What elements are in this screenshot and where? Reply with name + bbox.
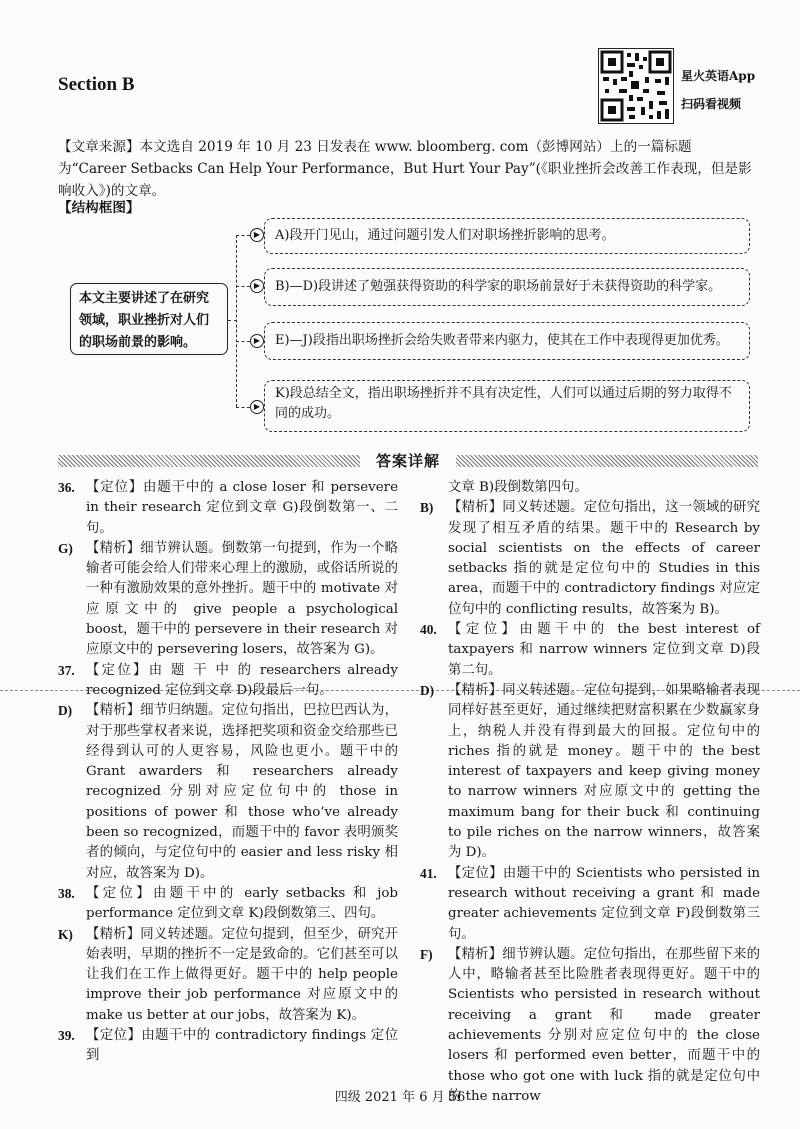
app-promo xyxy=(681,62,761,118)
page-footer: 四级 2021 年 6 月 56 xyxy=(334,1090,466,1105)
structure-connector xyxy=(236,235,237,407)
item-text: 【精析】同义转述题。定位句提到，但至少，研究开始表明，早期的挫折不一定是致命的。它们甚至可以让我们在工作上做得更好。题干中的 help people improve their job performance 对应原文中的 make us better at our jobs，故答案为 K)。 xyxy=(86,926,398,1023)
connector-3 xyxy=(236,341,250,342)
arrow-icon: ▶ xyxy=(250,228,264,242)
item-label: K) xyxy=(58,926,73,942)
item-text: 【定位】由题干中的 early setbacks 和 job performance 定位到文章 K)段倒数第三、四句。 xyxy=(86,885,398,922)
item-text: 【精析】细节归纳题。定位句指出，巴拉巴西认为，对于那些掌权者来说，选择把奖项和资金交给那些已经得到认可的人更容易，风险也更小。题干中的 Grant awarders 和 researchers already recognized 分别对应定位句中的 those in positions of power 和 those who’ve already been so recognized，而题干中的 favor 表明颁奖者的倾向，与定位句中的 easier and less risky 相对应，故答案为 D)。 xyxy=(86,703,398,881)
item-label: D) xyxy=(420,682,435,698)
connector-2 xyxy=(236,286,250,287)
item-text: 【定位】由题干中的 Scientists who persisted in research without receiving a grant 和 made greater achievements 定位到文章 F)段倒数第三句。 xyxy=(448,865,760,942)
item-text: 【精析】细节辨认题。定位句指出，在那些留下来的人中，略输者甚至比险胜者表现得更好。题干中的 Scientists who persisted in research without receiving a grant 和 made greater achievements 分别对应定位句中的 the close losers 和 performed even better，而题干中的 those who got one with luck 指的就是定位句中的 the narrow xyxy=(448,946,760,1104)
structure-branch-3: E)—J)段指出职场挫折会给失败者带来内驱力，使其在工作中表现得更加优秀。 xyxy=(264,322,750,360)
item-text: 文章 B)段倒数第四句。 xyxy=(448,480,588,495)
item-text: 【定位】由 题 干 中 的 researchers already recognized 定位到文章 D)段最后一句。 xyxy=(86,662,398,698)
structure-branch-1: A)段开门见山，通过问题引发人们对职场挫折影响的思考。 xyxy=(264,218,750,254)
item-label xyxy=(420,478,448,498)
app-name: 星火英语App xyxy=(681,69,756,83)
arrow-icon: ▶ xyxy=(250,334,264,348)
answer-item xyxy=(58,701,398,884)
answer-item xyxy=(420,681,760,864)
item-label: B) xyxy=(420,500,434,516)
scan-hint: 扫码看视频 xyxy=(681,97,742,111)
arrow-icon: ▶ xyxy=(250,400,264,414)
answer-item xyxy=(58,661,398,702)
item-label: 36. xyxy=(58,480,75,495)
answer-item xyxy=(58,884,398,925)
item-label: 37. xyxy=(58,662,75,678)
connector-1 xyxy=(236,235,250,236)
answer-item xyxy=(58,925,398,1026)
item-label: 39. xyxy=(58,1028,75,1044)
item-text: 【精析】同义转述题。定位句指出，这一领域的研究发现了相互矛盾的结果。题干中的 Research by social scientists on the effects of career setbacks 指的就是定位句中的 Studies in this area，而题干中的 contradictory findings 对应定位句中的 conflicting results，故答案为 B)。 xyxy=(448,500,760,617)
item-text: 【定位】由题干中的 a close loser 和 persevere in their research 定位到文章 G)段倒数第一、二句。 xyxy=(86,480,398,536)
banner-stripe-right xyxy=(456,455,758,467)
answer-item xyxy=(420,498,760,620)
answer-item xyxy=(420,620,760,681)
item-text: 【精析】细节辨认题。倒数第一句提到，作为一个略输者可能会给人们带来心理上的激励，或俗话所说的一种有激励效果的意外挫折。题干中的 motivate 对应原文中的 give people a psychological boost，题干中的 persevere in their research 对应原文中的 persevering losers，故答案为 G)。 xyxy=(86,540,398,658)
item-text: 【定位】由题干中的 the best interest of taxpayers 和 narrow winners 定位到文章 D)段第二句。 xyxy=(448,622,760,678)
answer-item xyxy=(420,945,760,1107)
item-label: F) xyxy=(420,946,433,962)
item-label: 41. xyxy=(420,865,437,881)
article-source: 【文章来源】本文选自 2019 年 10 月 23 日发表在 www. bloomberg. com（彭博网站）上的一篇标题为“Career Setbacks Can Help Your Performance，But Hurt Your Pay”(《职业挫折会改善工作表现，但是影响收入》)的文章。 xyxy=(58,139,752,199)
structure-branch-2: B)—D)段讲述了勉强获得资助的科学家的职场前景好于未获得资助的科学家。 xyxy=(264,268,750,306)
item-text: 【定位】由题干中的 contradictory findings 定位到 xyxy=(86,1028,398,1064)
banner-stripe-left xyxy=(58,455,360,467)
structure-branch-4: K)段总结全文，指出职场挫折并不具有决定性，人们可以通过后期的努力取得不同的成功。 xyxy=(264,380,750,432)
item-text: 【精析】同义转述题。定位句提到，如果略输者表现同样好甚至更好，通过继续把财富积累在少数赢家身上，纳税人并没有得到最大的回报。定位句中的 riches 指的就是 money。题干中的 the best interest of taxpayers and keep giving money to narrow winners 对应原文中的 getting the maximum bang for their buck 和 continuing to pile riches on the narrow winners，故答案为 D)。 xyxy=(448,682,760,861)
arrow-icon: ▶ xyxy=(250,279,264,293)
answer-item xyxy=(58,539,398,661)
answer-item xyxy=(58,1026,398,1067)
structure-main-box: 本文主要讲述了在研究领域，职业挫折对人们的职场前景的影响。 xyxy=(70,283,228,355)
item-label: 38. xyxy=(58,885,75,901)
connector-4 xyxy=(236,407,250,408)
qr-code-icon[interactable] xyxy=(598,48,674,124)
section-title: Section B xyxy=(58,74,135,95)
left-column xyxy=(58,478,398,1067)
banner-title: 答案详解 xyxy=(366,450,450,471)
item-label: G) xyxy=(58,540,73,556)
answer-item xyxy=(420,478,760,498)
item-label: D) xyxy=(58,703,73,719)
item-label: 40. xyxy=(420,622,437,638)
right-column xyxy=(420,478,760,1107)
answer-item xyxy=(58,478,398,539)
structure-label: 【结构框图】 xyxy=(58,200,140,216)
answer-banner xyxy=(58,450,758,472)
answer-item xyxy=(420,864,760,945)
